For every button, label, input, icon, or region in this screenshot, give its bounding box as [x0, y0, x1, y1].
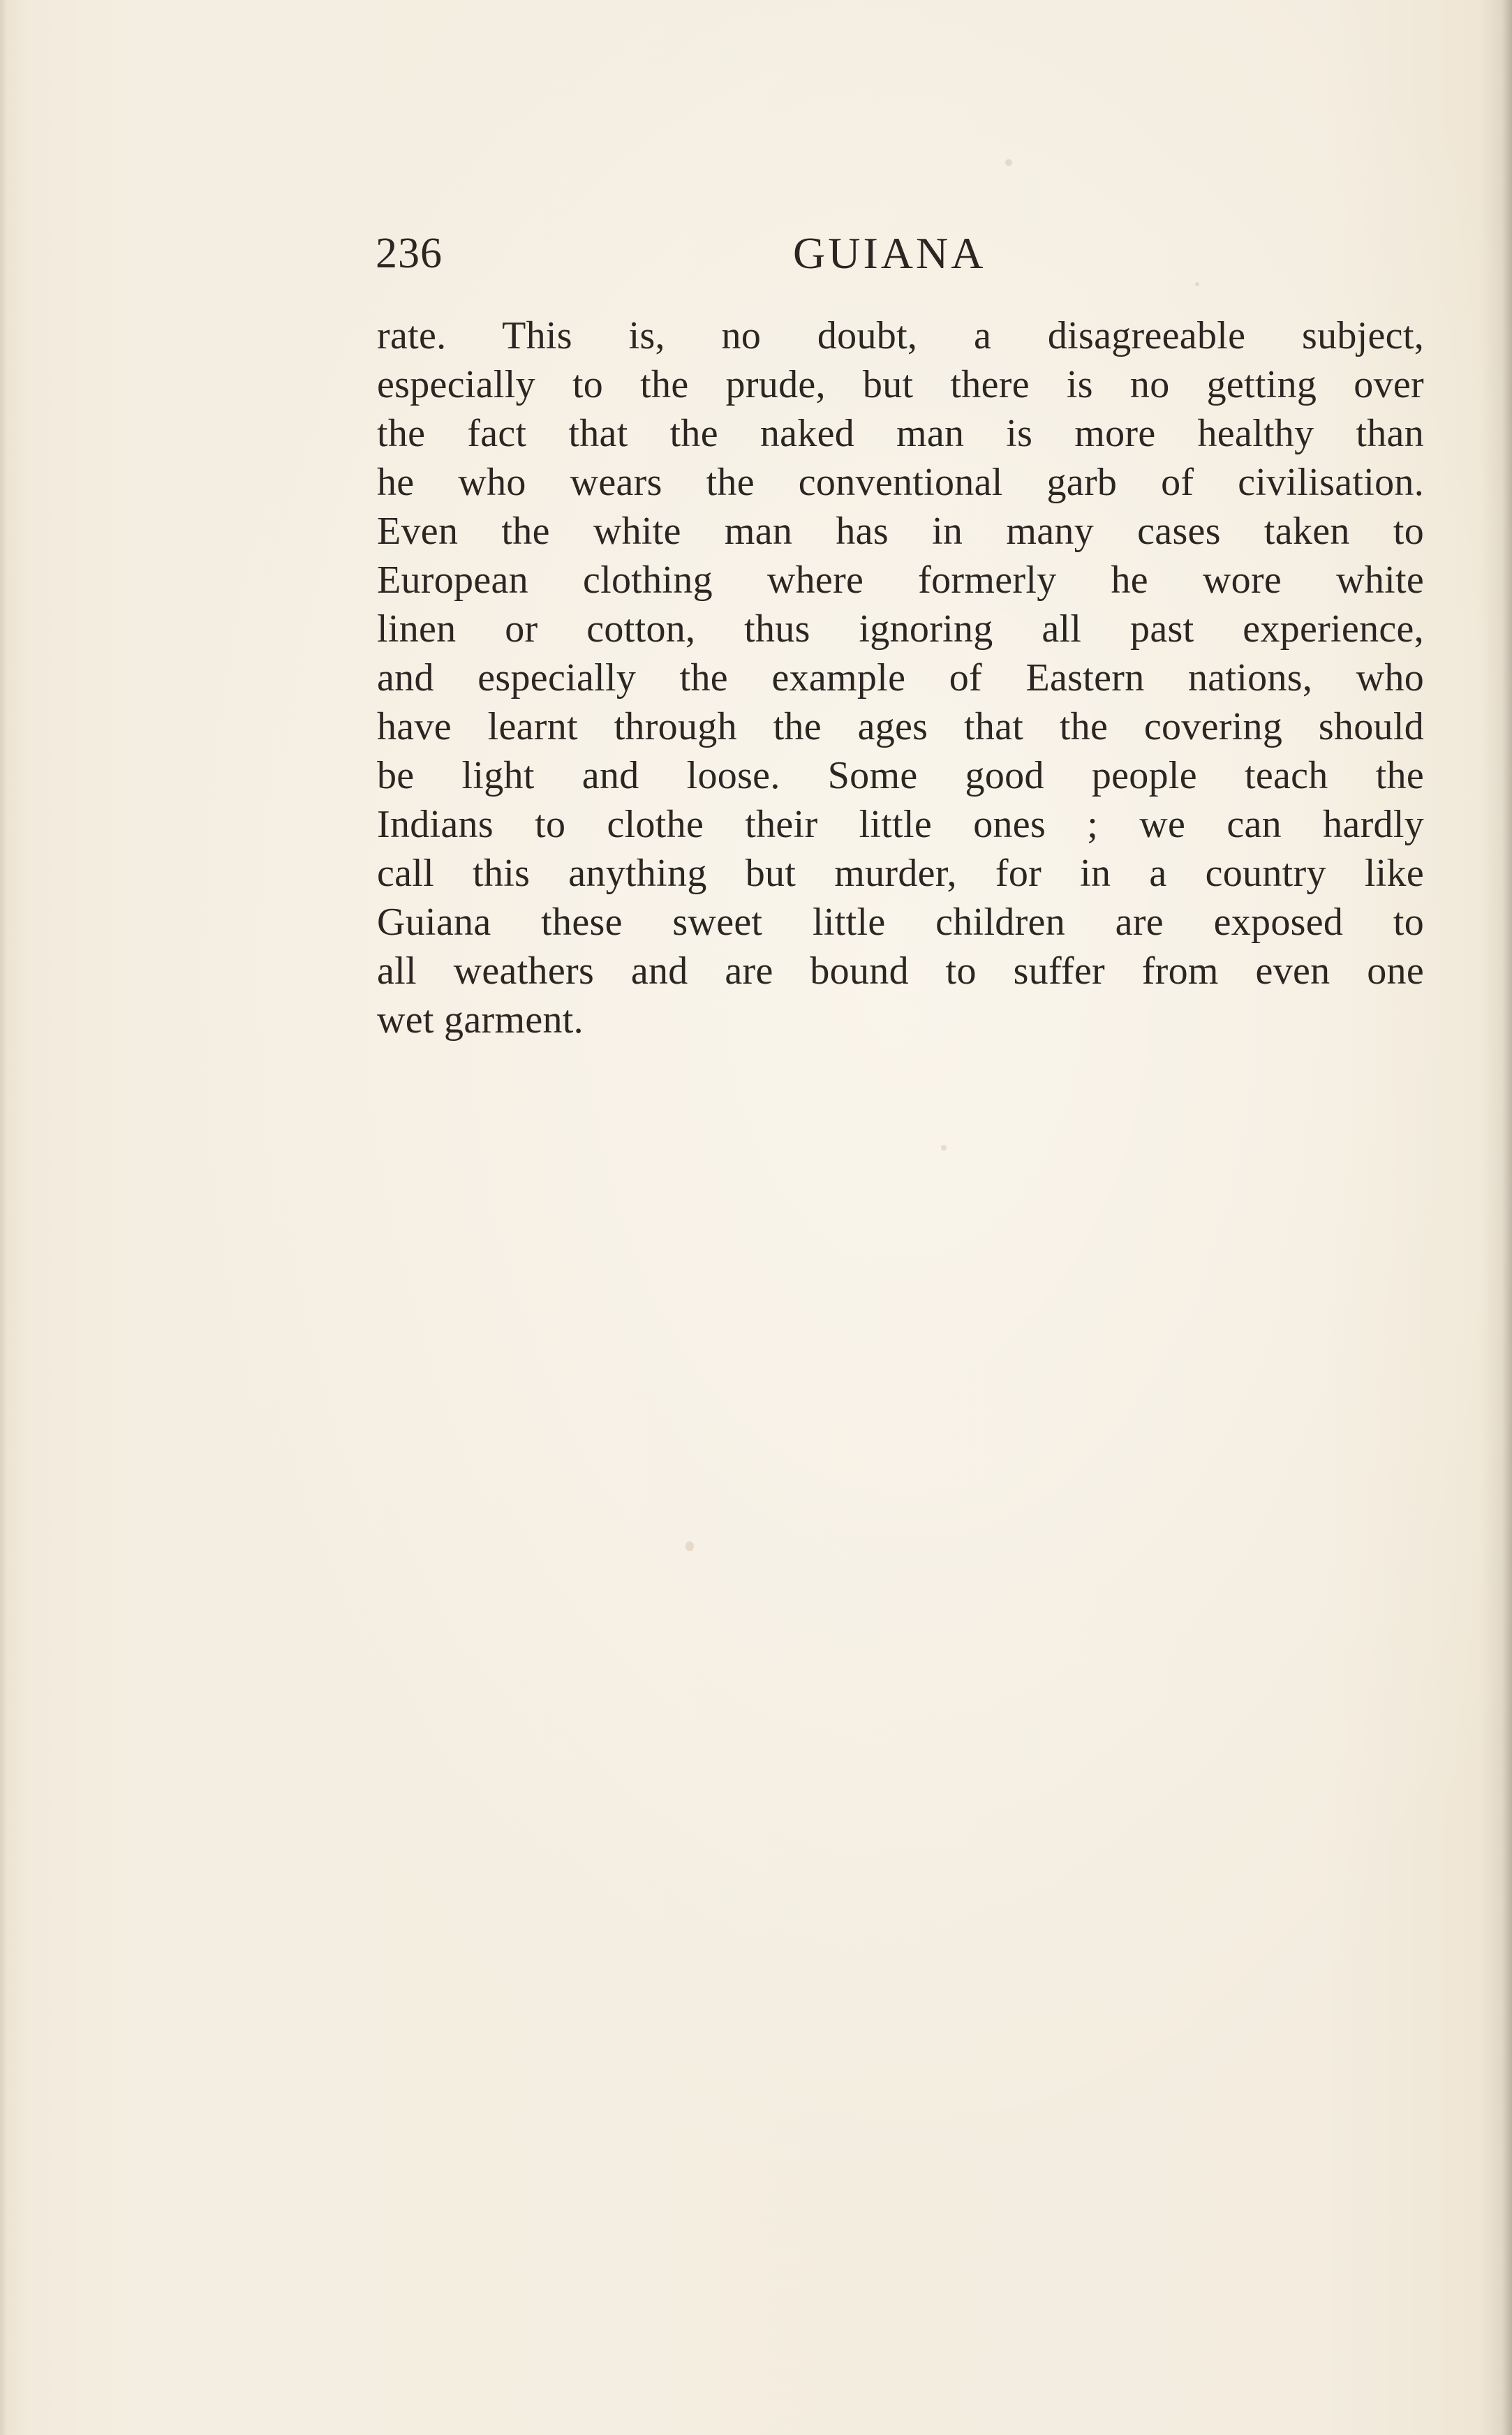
text-line: he who wears the conventional garb of civilisation.	[377, 461, 1424, 504]
page-right-edge-shadow	[1502, 0, 1512, 2435]
text-line: European clothing where formerly he wore white	[377, 558, 1424, 602]
text-line: especially to the prude, but there is no getting over	[377, 363, 1424, 406]
text-line: and especially the example of Eastern nations, who	[377, 656, 1424, 700]
text-line: linen or cotton, thus ignoring all past experience,	[377, 607, 1424, 651]
paper-speck	[1005, 159, 1012, 166]
page-left-edge-shadow	[0, 0, 7, 2435]
paper-speck	[685, 1541, 694, 1551]
text-line: Guiana these sweet little children are exposed to	[377, 901, 1424, 944]
running-title: GUIANA	[793, 228, 986, 278]
text-line: Indians to clothe their little ones ; we can hardly	[377, 803, 1424, 846]
page-number: 236	[376, 230, 443, 277]
paper-speck	[941, 1145, 947, 1150]
text-line: rate. This is, no doubt, a disagreeable subject,	[377, 314, 1424, 357]
text-line: Even the white man has in many cases taken to	[377, 510, 1424, 553]
body-paragraph	[377, 311, 1424, 1044]
text-line: have learnt through the ages that the covering should	[377, 705, 1424, 748]
text-line: call this anything but murder, for in a country like	[377, 852, 1424, 895]
text-line: be light and loose. Some good people teach the	[377, 754, 1424, 797]
text-line: the fact that the naked man is more healthy than	[377, 412, 1424, 455]
running-header	[376, 222, 1423, 285]
text-line: wet garment.	[377, 998, 584, 1042]
text-line: all weathers and are bound to suffer from even one	[377, 949, 1424, 993]
